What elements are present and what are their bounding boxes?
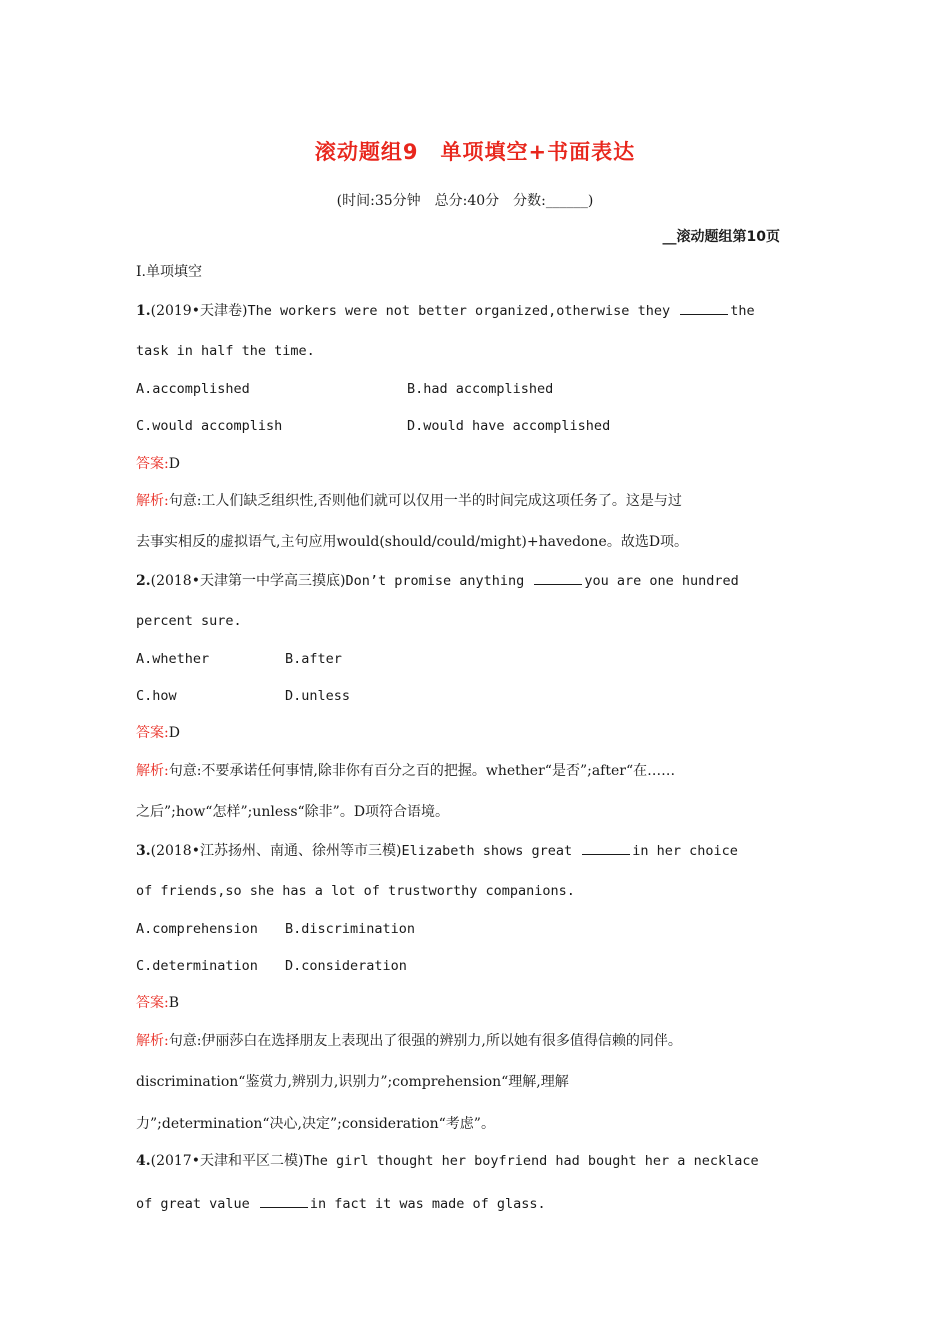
option-a: A.whether: [136, 651, 210, 667]
exam-info: (时间:35分钟 总分:40分 分数:______): [336, 193, 594, 209]
analysis-text: discrimination“鉴赏力,辨别力,识别力”;comprehension“理解,理解: [136, 1074, 569, 1090]
option-c: C.how: [136, 688, 177, 704]
answer-label: 答案:: [136, 995, 169, 1011]
question-4-stem-line2: [136, 1193, 546, 1214]
question-1-stem-line2: task in half the time.: [136, 343, 315, 359]
answer-line: [136, 454, 180, 474]
question-text: The workers were not better organized,otherwise they: [247, 303, 679, 319]
analysis-line: [136, 761, 675, 781]
question-source: (2018•天津第一中学高三摸底): [150, 573, 346, 589]
question-source: (2019•天津卷): [150, 303, 248, 319]
answer-line: [136, 723, 180, 743]
question-text: of great value: [136, 1196, 258, 1212]
answer-blank: [582, 840, 630, 855]
question-number: 2.: [136, 573, 151, 589]
question-source: (2018•江苏扬州、南通、徐州等市三模): [150, 843, 402, 859]
analysis-text: 之后”;how“怎样”;unless“除非”。D项符合语境。: [136, 804, 450, 820]
analysis-text: 句意:工人们缺乏组织性,否则他们就可以仅用一半的时间完成这项任务了。这是与过: [168, 493, 682, 509]
question-source: (2017•天津和平区二模): [150, 1153, 304, 1169]
analysis-line: [136, 1031, 682, 1051]
answer-line: [136, 993, 179, 1013]
answer-label: 答案:: [136, 456, 169, 472]
answer-blank: [534, 570, 582, 585]
option-c: C.determination: [136, 958, 258, 974]
option-b: B.after: [285, 651, 342, 667]
answer-value: D: [168, 725, 180, 741]
question-3-stem-line2: of friends,so she has a lot of trustworthy companions.: [136, 883, 575, 899]
analysis-label: 解析:: [136, 493, 169, 509]
answer-value: B: [168, 995, 180, 1011]
page-title: 滚动题组9 单项填空+书面表达: [314, 140, 636, 164]
analysis-label: 解析:: [136, 1033, 169, 1049]
option-b: B.had accomplished: [407, 381, 554, 397]
question-text: you are one hundred: [584, 573, 739, 589]
option-d: D.consideration: [285, 958, 407, 974]
analysis-label: 解析:: [136, 763, 169, 779]
page-reference: __滚动题组第10页: [662, 229, 780, 245]
question-1-stem: [136, 300, 755, 321]
question-text: Elizabeth shows great: [401, 843, 581, 859]
question-2-stem-line2: percent sure.: [136, 613, 242, 629]
answer-label: 答案:: [136, 725, 169, 741]
question-text: the: [730, 303, 755, 319]
option-c: C.would accomplish: [136, 418, 283, 434]
question-number: 1.: [136, 303, 151, 319]
option-a: A.accomplished: [136, 381, 250, 397]
question-text: in her choice: [632, 843, 738, 859]
question-4-stem: [136, 1151, 759, 1171]
option-d: D.unless: [285, 688, 351, 704]
analysis-line: [136, 491, 682, 511]
answer-blank: [260, 1193, 308, 1208]
question-3-stem: [136, 840, 738, 861]
question-number: 3.: [136, 843, 151, 859]
analysis-text: 句意:不要承诺任何事情,除非你有百分之百的把握。whether“是否”;after“在……: [168, 763, 676, 779]
question-text: in fact it was made of glass.: [309, 1196, 546, 1212]
question-number: 4.: [136, 1153, 151, 1169]
option-d: D.would have accomplished: [407, 418, 611, 434]
question-text: Don’t promise anything: [345, 573, 533, 589]
answer-blank: [680, 300, 728, 315]
question-2-stem: [136, 570, 739, 591]
analysis-text: 力”;determination“决心,决定”;consideration“考虑”。: [136, 1116, 495, 1132]
analysis-text: 句意:伊丽莎白在选择朋友上表现出了很强的辨别力,所以她有很多值得信赖的同伴。: [168, 1033, 682, 1049]
option-b: B.discrimination: [285, 921, 416, 937]
section-heading: Ⅰ.单项填空: [136, 264, 202, 280]
answer-value: D: [168, 456, 180, 472]
question-text: The girl thought her boyfriend had bought her a necklace: [303, 1153, 759, 1169]
option-a: A.comprehension: [136, 921, 258, 937]
analysis-text: 去事实相反的虚拟语气,主句应用would(should/could/might)+havedone。故选D项。: [136, 534, 689, 550]
